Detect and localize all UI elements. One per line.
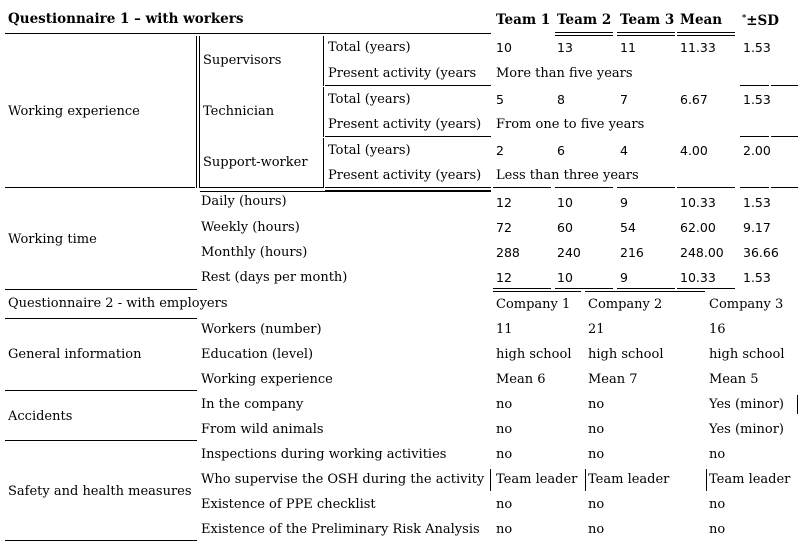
cell-value: 54 [620,220,636,235]
cell-value: 2 [496,143,504,158]
header-company-1: Company 1 [496,297,571,312]
divider [677,288,735,289]
divider [5,390,197,391]
divider [740,136,769,137]
role-support-worker: Support-worker [203,155,308,170]
cell-value: high school [496,347,572,362]
cell-value: 16 [709,322,726,337]
divider [5,289,197,290]
cell-value: no [588,447,605,462]
divider [797,395,798,414]
divider [617,288,675,289]
cell-value: no [588,497,605,512]
divider [555,32,613,36]
divider [677,32,735,36]
row-label: Present activity (years) [328,117,482,132]
row-label: Education (level) [201,347,314,362]
row-label: Existence of PPE checklist [201,497,376,512]
cell-value: 1.53 [743,92,771,107]
cell-value: 12 [496,195,512,210]
cell-value: no [496,497,513,512]
cell-value: Team leader [588,472,670,487]
cell-value: 240 [557,245,581,260]
q2-title: Questionnaire 2 - with employers [8,296,228,311]
cell-value: 4 [620,143,628,158]
header-company-3: Company 3 [709,297,784,312]
cell-value: From one to five years [496,117,645,132]
cell-value: Team leader [709,472,791,487]
divider [5,33,491,34]
cell-value: no [496,422,513,437]
divider [5,540,197,541]
row-label: Total (years) [328,143,411,158]
cell-value: 11 [496,322,513,337]
cell-value: 6 [557,143,565,158]
divider [5,187,195,188]
divider [196,36,200,188]
divider [5,440,197,441]
divider [200,191,491,192]
cell-value: Yes (minor) [709,422,784,437]
divider [490,469,491,491]
divider [493,291,581,292]
section-safety-health: Safety and health measures [8,484,192,499]
cell-value: Less than three years [496,168,639,183]
q1-title: Questionnaire 1 – with workers [8,11,244,27]
divider [706,469,707,491]
row-label: From wild animals [201,422,324,437]
cell-value: 4.00 [680,143,708,158]
cell-value: Mean 6 [496,372,546,387]
divider [493,187,551,188]
divider [771,187,798,188]
role-supervisors: Supervisors [203,53,282,68]
sd-footnote-mark: * [742,12,747,22]
row-label: Present activity (years) [328,168,482,183]
header-company-2: Company 2 [588,297,663,312]
cell-value: 10 [557,195,573,210]
cell-value: 11 [620,40,636,55]
cell-value: 10 [557,270,573,285]
row-label: Rest (days per month) [201,270,348,285]
cell-value: 6.67 [680,92,708,107]
cell-value: 62.00 [680,220,716,235]
cell-value: 1.53 [743,195,771,210]
divider [325,136,491,137]
cell-value: no [588,522,605,537]
cell-value: Team leader [496,472,578,487]
divider [617,187,675,188]
divider [323,87,324,137]
header-team-1: Team 1 [496,12,551,28]
cell-value: Mean 5 [709,372,759,387]
divider [740,85,769,86]
row-label: Existence of the Preliminary Risk Analysis [201,522,480,537]
section-working-time: Working time [8,232,97,247]
section-accidents: Accidents [8,409,73,424]
divider [555,288,613,289]
divider [617,32,675,36]
cell-value: 11.33 [680,40,716,55]
divider [771,136,798,137]
cell-value: 2.00 [743,143,771,158]
row-label: Inspections during working activities [201,447,447,462]
row-label: Weekly (hours) [201,220,300,235]
cell-value: Mean 7 [588,372,638,387]
cell-value: 10.33 [680,195,716,210]
row-label: Monthly (hours) [201,245,308,260]
row-label: Who supervise the OSH during the activity [201,472,485,487]
cell-value: 9 [620,270,628,285]
divider [325,85,491,86]
cell-value: More than five years [496,66,633,81]
row-label: Present activity (years [328,66,477,81]
cell-value: 9.17 [743,220,771,235]
cell-value: 8 [557,92,565,107]
section-general-information: General information [8,347,142,362]
cell-value: 5 [496,92,504,107]
section-working-experience: Working experience [8,104,140,119]
header-team-2: Team 2 [557,12,612,28]
cell-value: Yes (minor) [709,397,784,412]
cell-value: 1.53 [743,270,771,285]
cell-value: no [496,397,513,412]
cell-value: high school [588,347,664,362]
cell-value: no [709,497,726,512]
cell-value: 21 [588,322,605,337]
cell-value: 10.33 [680,270,716,285]
cell-value: 72 [496,220,512,235]
row-label: Workers (number) [201,322,322,337]
cell-value: 288 [496,245,520,260]
cell-value: no [496,447,513,462]
divider [493,288,551,289]
divider [200,187,323,188]
row-label: Total (years) [328,92,411,107]
row-label: Daily (hours) [201,194,287,209]
divider [585,291,705,292]
cell-value: no [709,522,726,537]
divider [677,187,735,188]
header-team-3: Team 3 [620,12,675,28]
row-label: Working experience [201,372,333,387]
cell-value: 12 [496,270,512,285]
cell-value: high school [709,347,785,362]
cell-value: 216 [620,245,644,260]
header-sd [742,13,779,29]
cell-value: no [496,522,513,537]
divider [771,85,798,86]
cell-value: 248.00 [680,245,724,260]
divider [585,469,586,491]
divider [323,138,324,188]
cell-value: no [709,447,726,462]
header-mean: Mean [680,12,723,28]
divider [5,318,197,319]
divider [555,187,613,188]
divider [740,187,769,188]
sd-label: ±SD [746,13,779,29]
cell-value: 60 [557,220,573,235]
cell-value: 1.53 [743,40,771,55]
cell-value: no [588,422,605,437]
divider [323,36,324,86]
cell-value: 9 [620,195,628,210]
row-label: Total (years) [328,40,411,55]
cell-value: 10 [496,40,512,55]
cell-value: 36.66 [743,245,779,260]
row-label: In the company [201,397,304,412]
cell-value: no [588,397,605,412]
cell-value: 7 [620,92,628,107]
role-technician: Technician [203,104,275,119]
cell-value: 13 [557,40,573,55]
